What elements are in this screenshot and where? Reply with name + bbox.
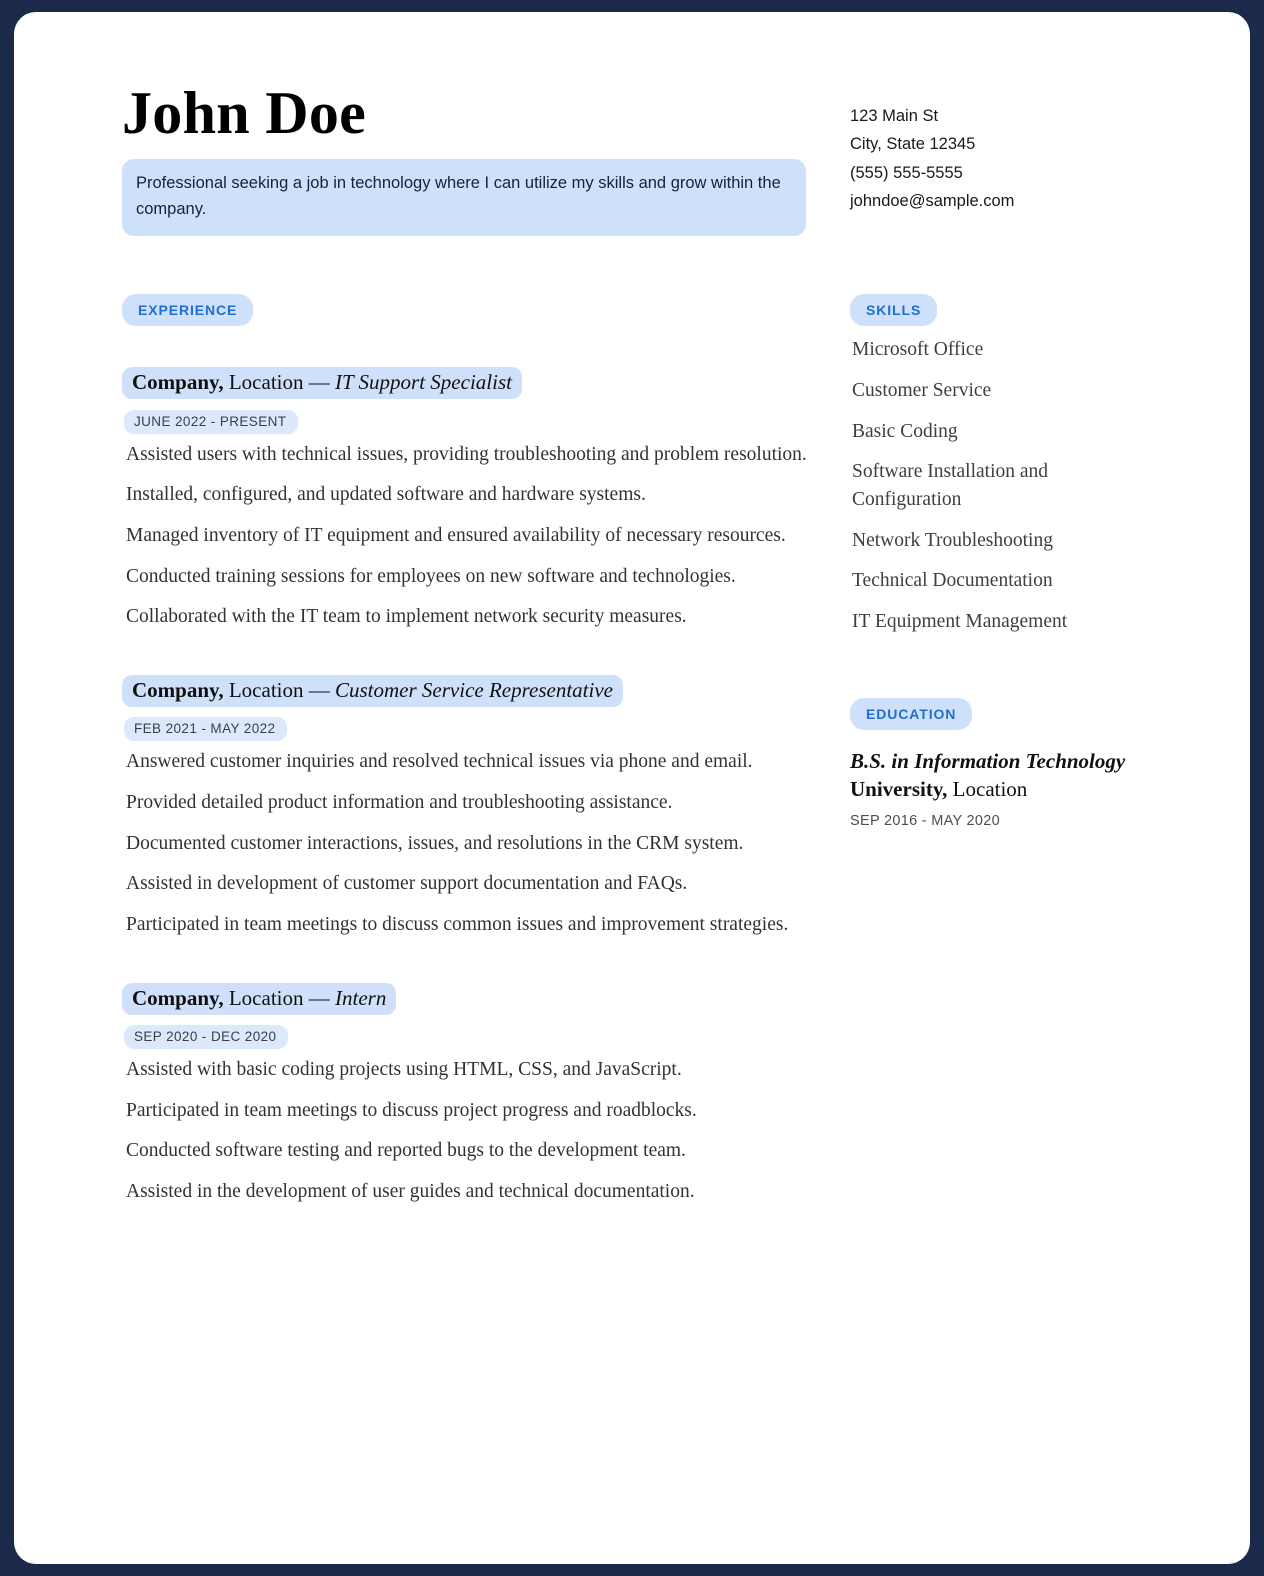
header-spacer (122, 236, 1178, 294)
job-title-row (122, 366, 822, 400)
job-location: Location — (223, 370, 335, 395)
education-location: Location (947, 776, 1028, 801)
header-left (122, 68, 822, 236)
job-title-row (122, 982, 822, 1016)
job-bullet: Conducted training sessions for employees on new software and technologies. (126, 565, 736, 587)
education-degree: B.S. in Information Technology (850, 748, 1126, 773)
resume-sheet (14, 12, 1250, 1564)
sidebar-column (822, 294, 1182, 829)
job-bullet: Participated in team meetings to discuss common issues and improvement strategies. (126, 913, 789, 935)
skills-list (850, 336, 1182, 636)
job-bullet: Installed, configured, and updated software and hardware systems. (126, 484, 646, 506)
contact-email[interactable]: johndoe@sample.com (850, 192, 1015, 211)
education-dates: SEP 2016 - MAY 2020 (850, 813, 1000, 830)
experience-spacer (122, 326, 822, 366)
skill-item: Technical Documentation (852, 570, 1053, 592)
job-role: Intern (335, 985, 387, 1010)
education-university: University, (850, 776, 948, 801)
experience-item (122, 366, 822, 632)
job-bullet: Answered customer inquiries and resolved technical issues via phone and email. (126, 751, 753, 773)
section-heading-education: EDUCATION (850, 698, 972, 730)
skill-item: Microsoft Office (852, 339, 984, 361)
experience-column (122, 294, 822, 1218)
section-heading-skills: SKILLS (850, 294, 937, 326)
skill-item: IT Equipment Management (852, 610, 1068, 632)
resume-page (14, 12, 1250, 1564)
page-title: John Doe (122, 80, 367, 146)
education-school (850, 776, 1182, 803)
summary-text: Professional seeking a job in technology where I can utilize my skills and grow within the company. (122, 159, 806, 236)
experience-item (122, 982, 822, 1207)
experience-item (122, 674, 822, 940)
job-bullet: Conducted software testing and reported bugs to the development team. (126, 1140, 686, 1162)
contact-city-state-zip: City, State 12345 (850, 135, 976, 154)
skill-item: Software Installation and Configuration (852, 461, 1049, 510)
job-company: Company, (132, 677, 224, 702)
job-bullet-list (122, 747, 822, 939)
job-company: Company, (132, 370, 224, 395)
education-block (850, 698, 1182, 830)
job-location: Location — (223, 677, 335, 702)
job-bullet-list (122, 1055, 822, 1207)
contact-block (822, 68, 1182, 216)
skill-item: Network Troubleshooting (852, 529, 1053, 551)
job-bullet: Documented customer interactions, issues, and resolutions in the CRM system. (126, 832, 744, 854)
job-bullet: Provided detailed product information and troubleshooting assistance. (126, 792, 673, 814)
job-bullet: Assisted in the development of user guides and technical documentation. (126, 1181, 695, 1203)
job-bullet: Assisted in development of customer support documentation and FAQs. (126, 873, 688, 895)
contact-street: 123 Main St (850, 107, 939, 125)
contact-details (850, 96, 1182, 216)
job-bullet: Participated in team meetings to discuss project progress and roadblocks. (126, 1099, 697, 1121)
job-role: Customer Service Representative (335, 677, 613, 702)
job-dates: SEP 2020 - DEC 2020 (124, 1025, 288, 1049)
job-title (122, 367, 522, 399)
job-company: Company, (132, 985, 224, 1010)
job-location: Location — (223, 985, 335, 1010)
job-role: IT Support Specialist (335, 370, 512, 395)
job-title (122, 675, 623, 707)
body-row (122, 294, 1178, 1218)
job-title-row (122, 674, 822, 708)
job-bullet: Collaborated with the IT team to implement network security measures. (126, 606, 687, 628)
header-row (122, 68, 1178, 236)
job-bullet: Assisted with basic coding projects using HTML, CSS, and JavaScript. (126, 1059, 682, 1081)
section-heading-experience: EXPERIENCE (122, 294, 253, 326)
skill-item: Customer Service (852, 379, 992, 401)
job-dates: FEB 2021 - MAY 2022 (124, 717, 287, 741)
contact-phone: (555) 555-5555 (850, 163, 963, 182)
job-dates: JUNE 2022 - PRESENT (124, 410, 298, 434)
skill-item: Basic Coding (852, 420, 958, 442)
job-bullet: Assisted users with technical issues, providing troubleshooting and problem resolution. (126, 443, 807, 465)
job-bullet-list (122, 440, 822, 632)
job-bullet: Managed inventory of IT equipment and ensured availability of necessary resources. (126, 524, 786, 546)
job-title (122, 983, 396, 1015)
